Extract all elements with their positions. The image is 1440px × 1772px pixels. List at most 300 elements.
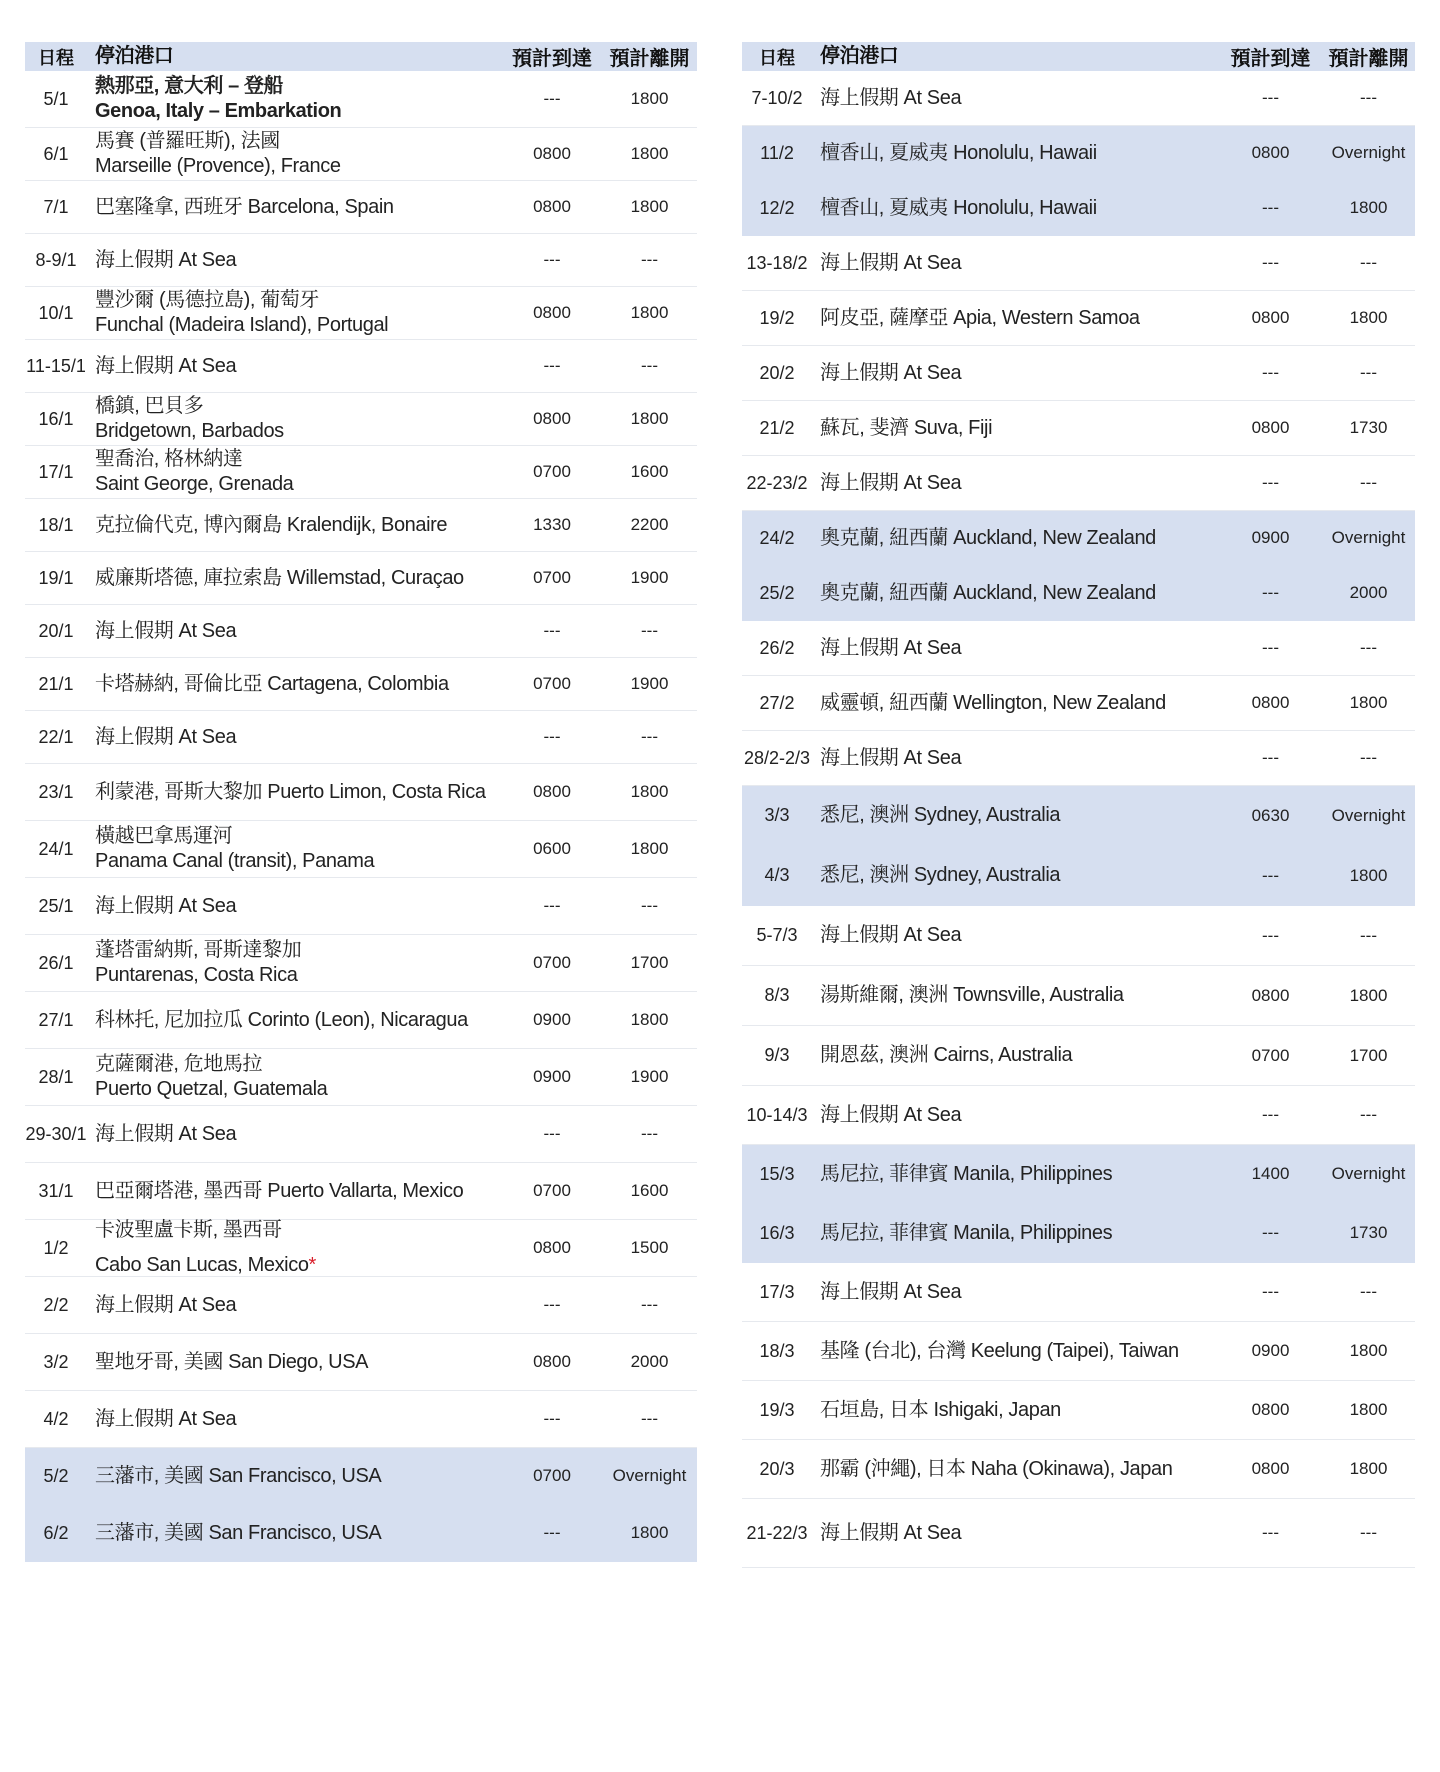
table-row: [742, 1440, 1415, 1499]
table-row: [742, 236, 1415, 291]
departure-cell: ---: [1360, 1105, 1377, 1124]
arrival-cell: 0800: [533, 197, 571, 216]
day-cell: 11/2: [760, 142, 794, 163]
day-cell: 6/2: [43, 1522, 69, 1543]
arrival-cell: ---: [543, 1295, 561, 1314]
table-row: [25, 1448, 697, 1505]
port-name-line: 基隆 (台北), 台灣 Keelung (Taipei), Taiwan: [820, 1339, 1179, 1362]
itinerary-table-left: [25, 42, 697, 1562]
table-row: [25, 821, 697, 878]
day-cell: 22-23/2: [746, 472, 808, 493]
port-cell: [812, 251, 1219, 276]
port-name-line: 海上假期 At Sea: [95, 248, 237, 271]
arrival-cell: 0800: [533, 1352, 571, 1371]
port-name-line: 海上假期 At Sea: [95, 894, 237, 917]
table-row: [742, 676, 1415, 731]
table-row: [25, 340, 697, 393]
arrival-cell: 0800: [533, 303, 571, 322]
day-cell: 16/3: [759, 1222, 795, 1243]
departure-cell: ---: [641, 1124, 658, 1143]
arrival-cell: ---: [1262, 925, 1279, 945]
arrival-cell: 0800: [533, 409, 571, 428]
arrival-cell: ---: [1262, 1282, 1279, 1301]
port-name-line: 三藩市, 美國 San Francisco, USA: [95, 1464, 382, 1487]
table-row: [25, 711, 697, 764]
departure-cell: Overnight: [1331, 1164, 1406, 1183]
port-name-line: 海上假期 At Sea: [95, 354, 237, 377]
port-cell: [87, 1350, 502, 1375]
port-cell: [87, 195, 502, 220]
departure-cell: ---: [641, 621, 658, 640]
port-cell: [87, 1464, 502, 1489]
port-cell: [87, 1218, 502, 1278]
port-cell: [812, 306, 1219, 331]
day-cell: 28/1: [38, 1066, 74, 1087]
note-marker: *: [308, 1254, 316, 1276]
port-name-line: 熱那亞, 意大利 – 登船: [95, 75, 284, 97]
table-row: [25, 128, 697, 181]
departure-cell: 1800: [1349, 693, 1388, 712]
port-name-line: 聖地牙哥, 美國 San Diego, USA: [95, 1350, 369, 1373]
departure-cell: ---: [641, 727, 658, 746]
day-cell: 7-10/2: [751, 87, 803, 108]
port-cell: [812, 1043, 1219, 1068]
day-cell: 21/1: [38, 673, 74, 694]
arrival-cell: 1400: [1251, 1164, 1290, 1183]
day-cell: 1/2: [43, 1237, 69, 1258]
port-name-line: 威廉斯塔德, 庫拉索島 Willemstad, Curaçao: [95, 566, 464, 589]
port-cell: [812, 471, 1219, 496]
table-row: [25, 234, 697, 287]
port-name-line: 克拉倫代克, 博內爾島 Kralendijk, Bonaire: [95, 513, 448, 536]
day-cell: 16/1: [38, 408, 74, 429]
port-name-line: 海上假期 At Sea: [820, 1521, 962, 1544]
table-row: [25, 1049, 697, 1106]
header-arrive: 預計到達: [1230, 48, 1311, 70]
header-day: 日程: [759, 47, 795, 68]
table-row: [742, 71, 1415, 126]
table-row: [742, 1499, 1415, 1568]
day-cell: 8/3: [764, 985, 790, 1005]
day-cell: 19/1: [38, 567, 74, 588]
port-name-line: 悉尼, 澳洲 Sydney, Australia: [820, 864, 1061, 886]
port-name-line: 海上假期 At Sea: [820, 746, 962, 769]
port-name-line: 卡塔赫納, 哥倫比亞 Cartagena, Colombia: [95, 672, 449, 695]
day-cell: 15/3: [759, 1163, 795, 1184]
arrival-cell: ---: [543, 896, 561, 915]
table-row: [742, 621, 1415, 676]
day-cell: 22/1: [38, 726, 74, 747]
port-cell: [87, 129, 502, 179]
arrival-cell: ---: [1262, 583, 1279, 602]
port-name-line: 海上假期 At Sea: [820, 251, 962, 274]
day-cell: 20/2: [759, 362, 795, 383]
departure-cell: ---: [641, 250, 658, 269]
arrival-cell: 0800: [1251, 1459, 1290, 1478]
day-cell: 4/3: [764, 865, 790, 885]
port-cell: [87, 824, 502, 874]
departure-cell: 1800: [630, 197, 669, 216]
day-cell: 29-30/1: [25, 1123, 87, 1144]
departure-cell: 1700: [630, 953, 669, 972]
day-cell: 26/2: [759, 637, 795, 658]
departure-cell: 1730: [1349, 1223, 1388, 1242]
port-name-line: 巴亞爾塔港, 墨西哥 Puerto Vallarta, Mexico: [95, 1179, 464, 1202]
arrival-cell: ---: [543, 727, 561, 746]
port-name-line: Marseille (Provence), France: [95, 155, 341, 177]
table-row: [25, 393, 697, 446]
day-cell: 27/2: [759, 692, 795, 713]
port-name-line: 蘇瓦, 斐濟 Suva, Fiji: [820, 416, 993, 439]
table-row: [742, 291, 1415, 346]
day-cell: 3/3: [764, 805, 790, 825]
port-cell: [87, 1179, 502, 1204]
departure-cell: Overnight: [1331, 805, 1406, 825]
table-row: [25, 446, 697, 499]
departure-cell: ---: [641, 896, 658, 915]
day-cell: 3/2: [43, 1351, 69, 1372]
departure-cell: 1730: [1349, 418, 1388, 437]
port-cell: [812, 141, 1219, 166]
arrival-cell: 0800: [1251, 143, 1290, 162]
port-name-line: 檀香山, 夏威夷 Honolulu, Hawaii: [820, 196, 1097, 219]
day-cell: 20/3: [759, 1458, 795, 1479]
table-row: [25, 764, 697, 821]
table-row: [25, 499, 697, 552]
table-row: [25, 935, 697, 992]
departure-cell: ---: [1360, 1523, 1377, 1542]
departure-cell: 1600: [630, 1181, 669, 1200]
departure-cell: 1800: [1349, 308, 1388, 327]
departure-cell: 1700: [1349, 1045, 1388, 1065]
arrival-cell: 1330: [533, 515, 571, 534]
port-name-line: 海上假期 At Sea: [820, 471, 962, 494]
departure-cell: 2000: [1349, 583, 1388, 602]
port-cell: [87, 938, 502, 988]
port-cell: [812, 1103, 1219, 1128]
departure-cell: ---: [1360, 88, 1377, 107]
arrival-cell: 0800: [533, 144, 571, 163]
day-cell: 19/3: [759, 1399, 795, 1420]
day-cell: 18/3: [759, 1340, 795, 1361]
port-cell: [87, 74, 502, 124]
departure-cell: 1800: [1349, 1459, 1388, 1478]
port-name-line: 豐沙爾 (馬德拉島), 葡萄牙: [95, 289, 319, 311]
departure-cell: 1500: [630, 1238, 669, 1257]
departure-cell: ---: [1360, 638, 1377, 657]
table-row: [742, 511, 1415, 566]
table-row: [742, 181, 1415, 236]
departure-cell: 1800: [1349, 1400, 1388, 1419]
day-cell: 24/1: [38, 838, 74, 859]
arrival-cell: ---: [1262, 1105, 1279, 1124]
departure-cell: 1600: [630, 462, 669, 481]
header-port: 停泊港口: [95, 45, 174, 67]
arrival-cell: ---: [1262, 253, 1279, 272]
day-cell: 6/1: [43, 143, 69, 164]
day-cell: 17/1: [38, 461, 74, 482]
table-row: [25, 1220, 697, 1277]
port-cell: [812, 581, 1219, 606]
port-cell: [812, 1398, 1219, 1423]
departure-cell: ---: [641, 356, 658, 375]
arrival-cell: ---: [1262, 88, 1279, 107]
departure-cell: 1800: [1349, 865, 1388, 885]
port-cell: [87, 513, 502, 538]
port-cell: [87, 288, 502, 338]
table-row: [742, 846, 1415, 906]
departure-cell: ---: [641, 1409, 658, 1428]
arrival-cell: 0800: [1251, 308, 1290, 327]
port-name-line: 海上假期 At Sea: [95, 1293, 237, 1316]
arrival-cell: 0700: [533, 953, 571, 972]
table-row: [25, 1391, 697, 1448]
port-cell: [812, 863, 1219, 888]
day-cell: 10/1: [38, 302, 74, 323]
table-row: [25, 1277, 697, 1334]
departure-cell: 1800: [1349, 1341, 1388, 1360]
day-cell: 9/3: [764, 1045, 790, 1065]
departure-cell: ---: [1360, 925, 1377, 945]
port-cell: [87, 447, 502, 497]
header-arrive: 預計到達: [512, 48, 592, 70]
departure-cell: Overnight: [1331, 143, 1406, 162]
day-cell: 11-15/1: [26, 355, 86, 376]
departure-cell: ---: [641, 1295, 658, 1314]
arrival-cell: ---: [1262, 1223, 1279, 1242]
port-cell: [812, 983, 1219, 1008]
port-name-line: 馬尼拉, 菲律賓 Manila, Philippines: [820, 1221, 1113, 1244]
port-cell: [87, 1521, 502, 1546]
table-row: [25, 181, 697, 234]
port-cell: [87, 1008, 502, 1033]
table-row: [25, 658, 697, 711]
port-name-line: 卡波聖盧卡斯, 墨西哥: [95, 1219, 282, 1241]
port-name-line: 利蒙港, 哥斯大黎加 Puerto Limon, Costa Rica: [95, 780, 486, 803]
port-name-line: Genoa, Italy – Embarkation: [95, 100, 342, 122]
day-cell: 28/2-2/3: [743, 747, 811, 768]
departure-cell: 1800: [630, 144, 669, 163]
port-name-line: 海上假期 At Sea: [820, 1103, 962, 1126]
port-cell: [812, 416, 1219, 441]
table-row: [25, 552, 697, 605]
port-cell: [87, 894, 502, 919]
day-cell: 13-18/2: [746, 252, 808, 273]
departure-cell: ---: [1360, 253, 1377, 272]
arrival-cell: 0900: [533, 1067, 571, 1086]
port-name-line: 海上假期 At Sea: [820, 1280, 962, 1303]
table-header: [742, 42, 1415, 71]
day-cell: 12/2: [759, 197, 795, 218]
port-name-line: 海上假期 At Sea: [820, 86, 962, 109]
port-cell: [812, 1162, 1219, 1187]
arrival-cell: 0800: [1251, 693, 1290, 712]
table-row: [742, 1381, 1415, 1440]
port-name-line: 海上假期 At Sea: [95, 1122, 237, 1145]
port-cell: [812, 1339, 1219, 1364]
port-cell: [87, 1407, 502, 1432]
arrival-cell: 0800: [1251, 985, 1290, 1005]
arrival-cell: ---: [1262, 748, 1279, 767]
table-row: [742, 566, 1415, 621]
port-name-line: 海上假期 At Sea: [820, 636, 962, 659]
port-cell: [812, 746, 1219, 771]
table-row: [742, 1145, 1415, 1204]
departure-cell: 1900: [630, 674, 669, 693]
port-cell: [812, 923, 1219, 948]
table-row: [25, 1334, 697, 1391]
day-cell: 26/1: [38, 952, 74, 973]
arrival-cell: ---: [1262, 865, 1279, 885]
port-name-line: 三藩市, 美國 San Francisco, USA: [95, 1521, 382, 1544]
arrival-cell: 0900: [1251, 1341, 1290, 1360]
day-cell: 25/2: [759, 582, 795, 603]
table-row: [742, 906, 1415, 966]
port-name-line: 科林托, 尼加拉瓜 Corinto (Leon), Nicaragua: [95, 1008, 468, 1031]
port-name-line: Panama Canal (transit), Panama: [95, 850, 375, 872]
table-row: [742, 1322, 1415, 1381]
table-row: [742, 1026, 1415, 1086]
port-name-line: 海上假期 At Sea: [95, 619, 237, 642]
day-cell: 23/1: [38, 781, 74, 802]
port-cell: [87, 354, 502, 379]
day-cell: 5-7/3: [756, 925, 798, 945]
day-cell: 25/1: [38, 895, 74, 916]
port-name-line: 威靈頓, 紐西蘭 Wellington, New Zealand: [820, 691, 1166, 714]
departure-cell: 1800: [630, 409, 669, 428]
port-name-line: 奧克蘭, 紐西蘭 Auckland, New Zealand: [820, 581, 1156, 604]
day-cell: 24/2: [759, 527, 795, 548]
table-row: [25, 1163, 697, 1220]
table-row: [25, 287, 697, 340]
port-cell: [812, 803, 1219, 828]
arrival-cell: ---: [1262, 198, 1279, 217]
arrival-cell: ---: [1262, 363, 1279, 382]
port-name-line: Bridgetown, Barbados: [95, 420, 284, 442]
port-cell: [812, 1457, 1219, 1482]
day-cell: 19/2: [759, 307, 795, 328]
departure-cell: 1800: [630, 839, 669, 858]
table-row: [742, 346, 1415, 401]
port-name-line: 克薩爾港, 危地馬拉: [95, 1053, 263, 1075]
arrival-cell: ---: [543, 1409, 561, 1428]
table-header: [25, 42, 697, 71]
departure-cell: ---: [1360, 363, 1377, 382]
table-row: [25, 605, 697, 658]
arrival-cell: ---: [543, 89, 561, 108]
departure-cell: 2200: [630, 515, 669, 534]
day-cell: 5/2: [43, 1465, 69, 1486]
day-cell: 17/3: [759, 1281, 795, 1302]
arrival-cell: 0600: [533, 839, 571, 858]
port-name-line: 湯斯維爾, 澳洲 Townsville, Australia: [820, 984, 1124, 1006]
arrival-cell: 0800: [1251, 418, 1290, 437]
itinerary-table-right: [742, 42, 1415, 1568]
port-cell: [812, 1280, 1219, 1305]
table-row: [742, 966, 1415, 1026]
arrival-cell: ---: [1262, 473, 1279, 492]
day-cell: 31/1: [38, 1180, 74, 1201]
table-row: [25, 878, 697, 935]
arrival-cell: ---: [1262, 1523, 1279, 1542]
port-name-line: 巴塞隆拿, 西班牙 Barcelona, Spain: [95, 195, 394, 218]
arrival-cell: ---: [1262, 638, 1279, 657]
day-cell: 4/2: [43, 1408, 69, 1429]
arrival-cell: ---: [543, 1124, 561, 1143]
departure-cell: ---: [1360, 1282, 1377, 1301]
day-cell: 5/1: [43, 88, 69, 109]
header-day: 日程: [38, 47, 74, 68]
port-name-line: 海上假期 At Sea: [95, 1407, 237, 1430]
port-cell: [812, 691, 1219, 716]
arrival-cell: 0700: [533, 568, 571, 587]
arrival-cell: ---: [543, 250, 561, 269]
arrival-cell: 0630: [1251, 805, 1290, 825]
port-name-line: 橋鎮, 巴貝多: [95, 395, 204, 417]
port-cell: [87, 394, 502, 444]
departure-cell: 1900: [630, 1067, 669, 1086]
port-name-line: 奧克蘭, 紐西蘭 Auckland, New Zealand: [820, 526, 1156, 549]
arrival-cell: ---: [543, 1523, 561, 1542]
port-cell: [87, 1052, 502, 1102]
port-name-line: 阿皮亞, 薩摩亞 Apia, Western Samoa: [820, 306, 1140, 329]
departure-cell: ---: [1360, 473, 1377, 492]
port-name-line: 海上假期 At Sea: [820, 361, 962, 384]
arrival-cell: 0800: [533, 1238, 571, 1257]
arrival-cell: 0700: [533, 462, 571, 481]
table-row: [25, 1505, 697, 1562]
arrival-cell: 0700: [533, 1466, 571, 1485]
arrival-cell: 0900: [1251, 528, 1290, 547]
arrival-cell: 0800: [533, 782, 571, 801]
table-body: [25, 71, 697, 1562]
departure-cell: 1800: [630, 782, 669, 801]
arrival-cell: 0800: [1251, 1400, 1290, 1419]
port-name-line: Saint George, Grenada: [95, 473, 294, 495]
header-port: 停泊港口: [820, 45, 899, 67]
port-name-line: 海上假期 At Sea: [820, 924, 962, 946]
table-body: [742, 71, 1415, 1568]
port-cell: [87, 619, 502, 644]
arrival-cell: 0900: [533, 1010, 571, 1029]
table-row: [742, 786, 1415, 846]
table-row: [25, 1106, 697, 1163]
departure-cell: 1800: [630, 89, 669, 108]
departure-cell: 1800: [630, 1010, 669, 1029]
port-cell: [812, 1521, 1219, 1546]
port-name-line: 蓬塔雷納斯, 哥斯達黎加: [95, 939, 302, 961]
table-row: [742, 401, 1415, 456]
departure-cell: 2000: [630, 1352, 669, 1371]
day-cell: 7/1: [43, 196, 69, 217]
arrival-cell: 0700: [1251, 1045, 1290, 1065]
port-name-line: 海上假期 At Sea: [95, 725, 237, 748]
port-name-line: 悉尼, 澳洲 Sydney, Australia: [820, 804, 1061, 826]
departure-cell: 1900: [630, 568, 669, 587]
table-row: [742, 731, 1415, 786]
arrival-cell: 0700: [533, 674, 571, 693]
port-name-line: 石垣島, 日本 Ishigaki, Japan: [820, 1398, 1061, 1421]
port-name-line: Puerto Quetzal, Guatemala: [95, 1078, 328, 1100]
port-cell: [87, 248, 502, 273]
port-name-line: 開恩茲, 澳洲 Cairns, Australia: [820, 1044, 1073, 1066]
port-name-line: 橫越巴拿馬運河: [95, 825, 233, 847]
table-row: [25, 71, 697, 128]
port-cell: [812, 196, 1219, 221]
day-cell: 21/2: [759, 417, 795, 438]
day-cell: 10-14/3: [746, 1104, 808, 1125]
port-cell: [812, 1221, 1219, 1246]
